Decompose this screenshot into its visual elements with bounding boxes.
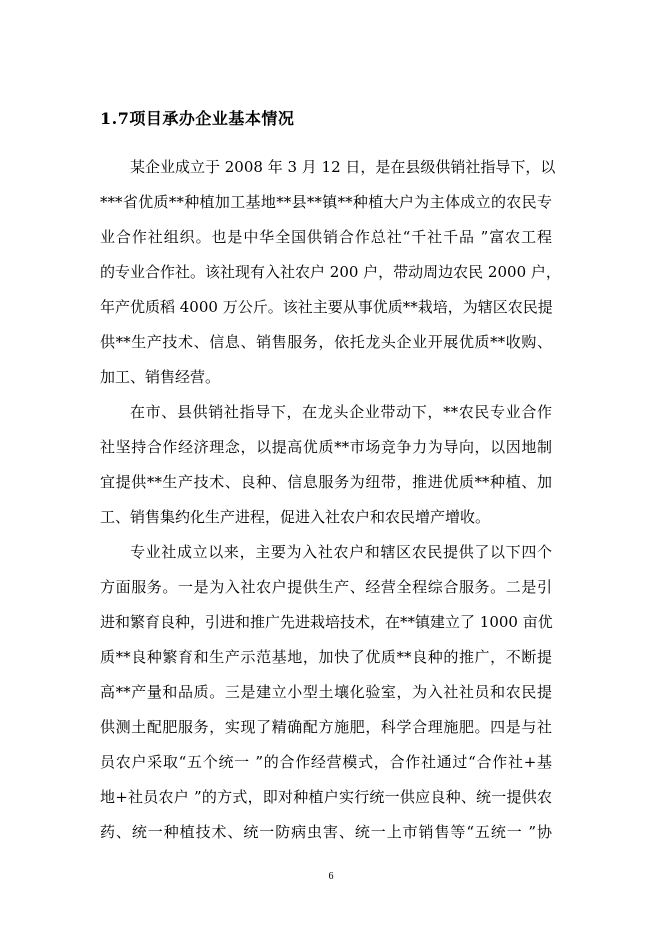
paragraph-1 xyxy=(100,150,561,395)
text-line: 的专业合作社。该社现有入社农户 200 户，带动周边农民 2000 户， xyxy=(100,263,561,281)
text-line: 社坚持合作经济理念，以提高优质**市场竞争力为导向，以因地制 xyxy=(100,438,552,456)
text-line: 地+社员农户 ”的方式，即对种植户实行统一供应良种、统一提供农 xyxy=(100,788,552,806)
text-line: 进和繁育良种，引进和推广先进栽培技术，在**镇建立了 1000 亩优 xyxy=(100,613,553,631)
text-line: 药、统一种植技术、统一防病虫害、统一上市销售等“五统一 ”协 xyxy=(100,823,552,841)
text-line: 专业社成立以来，主要为入社农户和辖区农民提供了以下四个 xyxy=(130,543,552,561)
paragraph-3 xyxy=(100,535,552,850)
paragraph-2 xyxy=(100,395,552,535)
text-line: 宜提供**生产技术、良种、信息服务为纽带，推进优质**种植、加 xyxy=(100,473,552,491)
text-line: 业合作社组织。也是中华全国供销合作总社“千社千品 ”富农工程 xyxy=(100,228,552,246)
text-line: 供**生产技术、信息、销售服务，依托龙头企业开展优质**收购、 xyxy=(100,333,552,351)
page-number: 6 xyxy=(328,871,334,882)
text-line: 在市、县供销社指导下，在龙头企业带动下，**农民专业合作 xyxy=(130,403,552,421)
text-line: 某企业成立于 2008 年 3 月 12 日，是在县级供销社指导下，以 xyxy=(130,158,556,176)
text-line: 高**产量和品质。三是建立小型土壤化验室，为入社社员和农民提 xyxy=(100,683,552,701)
section-heading: 1.7项目承办企业基本情况 xyxy=(100,109,295,128)
text-line: ***省优质**种植加工基地**县**镇**种植大户为主体成立的农民专 xyxy=(100,193,552,211)
text-line: 加工、销售经营。 xyxy=(100,368,221,386)
text-line: 供测土配肥服务，实现了精确配方施肥，科学合理施肥。四是与社 xyxy=(100,718,552,736)
text-line: 工、销售集约化生产进程，促进入社农户和农民增产增收。 xyxy=(100,508,491,526)
text-line: 质**良种繁育和生产示范基地，加快了优质**良种的推广，不断提 xyxy=(100,648,552,666)
text-line: 年产优质稻 4000 万公斤。该社主要从事优质**栽培，为辖区农民提 xyxy=(100,298,553,316)
text-line: 方面服务。一是为入社农户提供生产、经营全程综合服务。二是引 xyxy=(100,578,552,596)
text-line: 员农户采取“五个统一 ”的合作经营模式，合作社通过“合作社+基 xyxy=(100,753,552,771)
